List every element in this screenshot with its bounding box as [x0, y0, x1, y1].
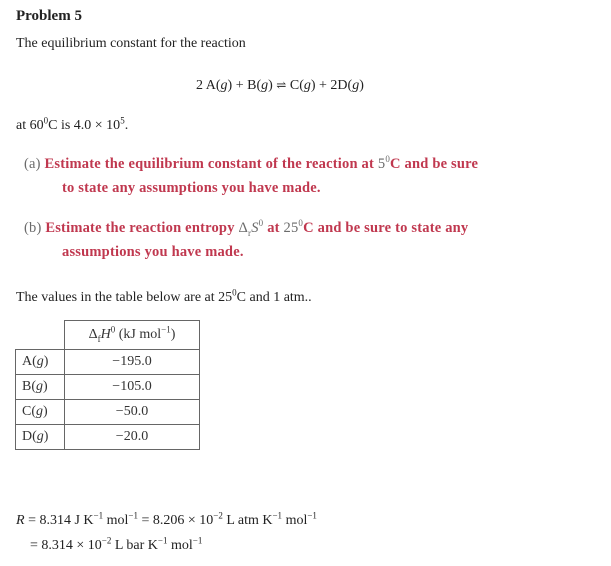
table-row: [16, 350, 200, 375]
reaction-equation: 2 A(g) + B(g) ⇌ C(g) + 2D(g): [196, 78, 364, 93]
species-cell: C(g): [16, 400, 65, 425]
gas-constant-line1: R = 8.314 J $K^{-1}$ $mol^{-1} = 8.206 \times 10^{-2}$ L atm $K^{-1}$ mol$^{-1}$: [16, 510, 317, 528]
intro-text: The equilibrium constant for the reaction: [16, 36, 246, 51]
problem-heading: Problem 5: [16, 8, 82, 24]
value-cell: −195.0: [65, 350, 200, 375]
value-cell: −20.0: [65, 425, 200, 450]
table-header-row: [16, 321, 200, 350]
equilibrium-arrow: ⇌: [276, 78, 287, 92]
question-a-label: (a): [24, 156, 41, 172]
gas-constant-line2: = $8.314 \times 10^{-2}$ L bar $K^{-1}$ mol$^{-1}$: [30, 535, 203, 553]
table-row: [16, 375, 200, 400]
question-b: (b) Estimate the reaction entropy $\Delta_rS^0$ at $25^0C$ and be sure to state any assumptions you have made.: [24, 218, 469, 260]
table-header-enthalpy: $\Delta_fH^0$ (kJ mol$^{-1}$): [65, 321, 200, 350]
table-corner: [16, 321, 65, 350]
species-cell: B(g): [16, 375, 65, 400]
table-row: [16, 425, 200, 450]
enthalpy-table: [15, 320, 200, 450]
species-cell: D(g): [16, 425, 65, 450]
table-row: [16, 400, 200, 425]
question-b-label: (b): [24, 220, 42, 236]
table-note: The values in the table below are at $25^0C$ and 1 atm..: [16, 287, 312, 305]
question-a: (a) Estimate the equilibrium constant of the reaction at $5^0C$ and be sure to state any assumptions you have made.: [24, 154, 479, 196]
value-cell: −50.0: [65, 400, 200, 425]
entropy-symbol: $\Delta_rS^0$: [238, 218, 264, 238]
species-cell: A(g): [16, 350, 65, 375]
condition-text: at $60^0C$ is $4.0 \times 10^5$.: [16, 115, 129, 133]
value-cell: −105.0: [65, 375, 200, 400]
